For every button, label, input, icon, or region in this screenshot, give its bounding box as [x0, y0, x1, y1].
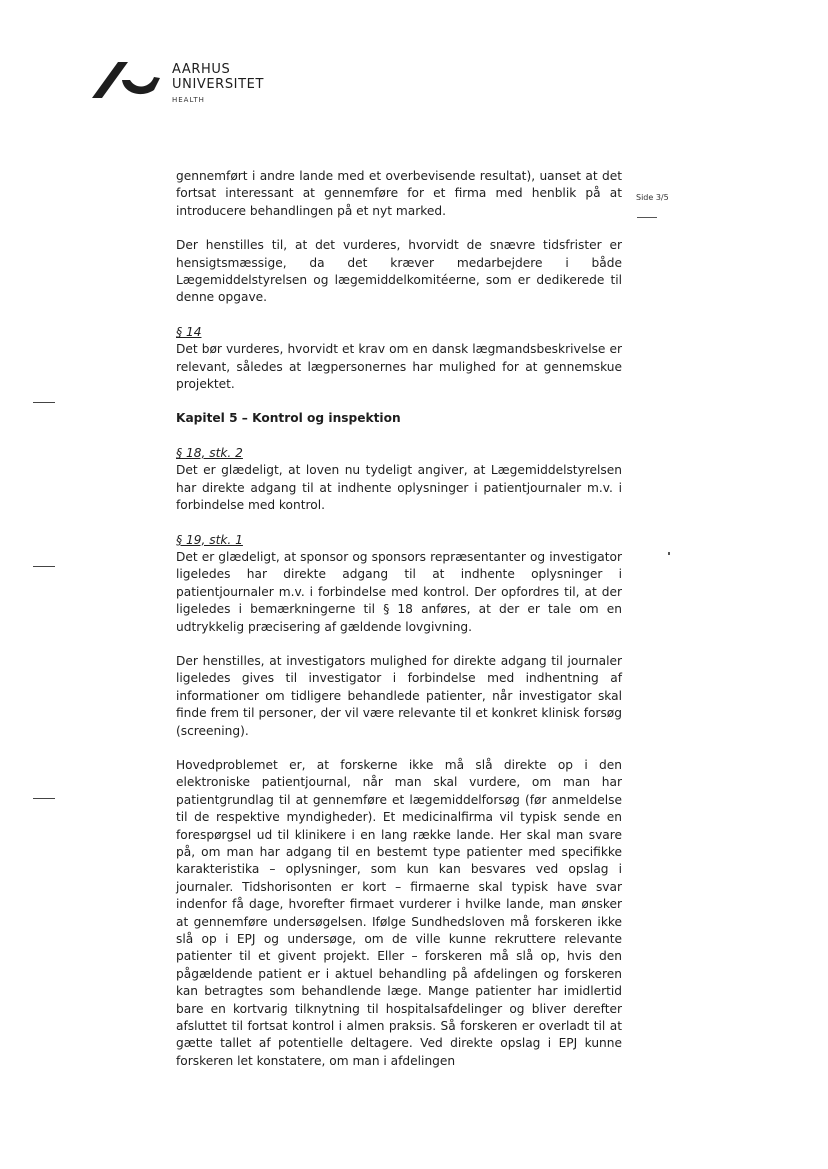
scan-speck	[668, 552, 670, 555]
chapter-heading: Kapitel 5 – Kontrol og inspektion	[176, 411, 401, 426]
fold-mark-middle	[33, 566, 55, 567]
logo-aarhus: AARHUS	[172, 62, 231, 77]
section-ref-14: § 14	[176, 324, 202, 339]
paragraph-7: Hovedproblemet er, at forskerne ikke må slå direkte op i den elektroniske patientjournal, når man skal vurdere, om man har patientgrundlag til at gennemføre et lægemiddelforsøg (før anmeldelse til de respektive myndigheder). Et medicinalfirma vil typisk sende en forespørgsel ud til klinikere i en lang række lande. Her skal man svare på, om man har adgang til en bestemt type patienter med specifikke karakteristika – oplysninger, som kun kan besvares ved opslag i journaler. Tidshorisonten er kort – firmaerne skal typisk have svar indenfor få dage, hvorefter firmaet vurderer i hvilke lande, man ønsker at gennemføre undersøgelsen. Ifølge Sundhedsloven må forskeren ikke slå op i EPJ og undersøge, om de ville kunne rekruttere relevante patienter til et givent projekt. Eller – forskeren må slå op, hvis den pågældende patient er i aktuel behandling på afdelingen og forskeren kan betragtes som behandlende læge. Mange patienter har imidlertid bare en kortvarig tilknytning til hospitalsafdelinger og bliver derefter afsluttet til fortsat kontrol i almen praksis. Så forskeren er overladt til at gætte tallet af potentielle deltagere. Ved direkte opslag i EPJ kunne forskeren let konstatere, om man i afdelingen	[176, 757, 622, 1068]
section-ref-19: § 19, stk. 1	[176, 532, 243, 547]
paragraph-2: Der henstilles til, at det vurderes, hvorvidt de snævre tidsfrister er hensigtsmæssige, da det kræver medarbejdere i både Lægemiddelstyrelsen og lægemiddelkomitéerne, som er dedikerede til denne opgave.	[176, 238, 622, 305]
section-14	[176, 324, 622, 394]
page-indicator: Side 3/5	[636, 193, 669, 202]
letter-body	[176, 168, 622, 1070]
section-18	[176, 445, 622, 515]
section-19-text: Det er glædeligt, at sponsor og sponsors repræsentanter og investigator ligeledes har direkte adgang til at indhente oplysninger i patientjournaler m.v. i forbindelse med kontrol. Der opfordres til, at der ligeledes i bemærkningerne til § 18 anføres, at der er tale om en udtrykkelig præcisering af gældende lovgivning.	[176, 549, 622, 634]
logo-wordmark	[172, 63, 264, 104]
page-indicator-rule	[637, 217, 657, 218]
au-logo-icon	[92, 60, 164, 102]
logo-universitet: UNIVERSITET	[172, 77, 264, 92]
section-19	[176, 532, 622, 636]
section-ref-18: § 18, stk. 2	[176, 445, 243, 460]
fold-mark-top	[33, 402, 55, 403]
logo-health: HEALTH	[172, 96, 205, 104]
section-14-text: Det bør vurderes, hvorvidt et krav om en dansk lægmandsbeskrivelse er relevant, således at lægpersonernes har mulighed for at gennemskue projektet.	[176, 342, 622, 392]
paragraph-1: gennemført i andre lande med et overbevisende resultat), uanset at det fortsat interessant at gennemføre for et firma med henblik på at introducere behandlingen på et nyt marked.	[176, 169, 622, 218]
fold-mark-bottom	[33, 798, 55, 799]
paragraph-6: Der henstilles, at investigators mulighed for direkte adgang til journaler ligeledes gives til investigator i forbindelse med indhentning af informationer om tidligere behandlede patienter, når investigator skal finde frem til personer, der vil være relevante til et konkret klinisk forsøg (screening).	[176, 653, 622, 738]
section-18-text: Det er glædeligt, at loven nu tydeligt angiver, at Lægemiddelstyrelsen har direkte adgang til at indhente oplysninger i patientjournaler m.v. i forbindelse med kontrol.	[176, 463, 622, 513]
